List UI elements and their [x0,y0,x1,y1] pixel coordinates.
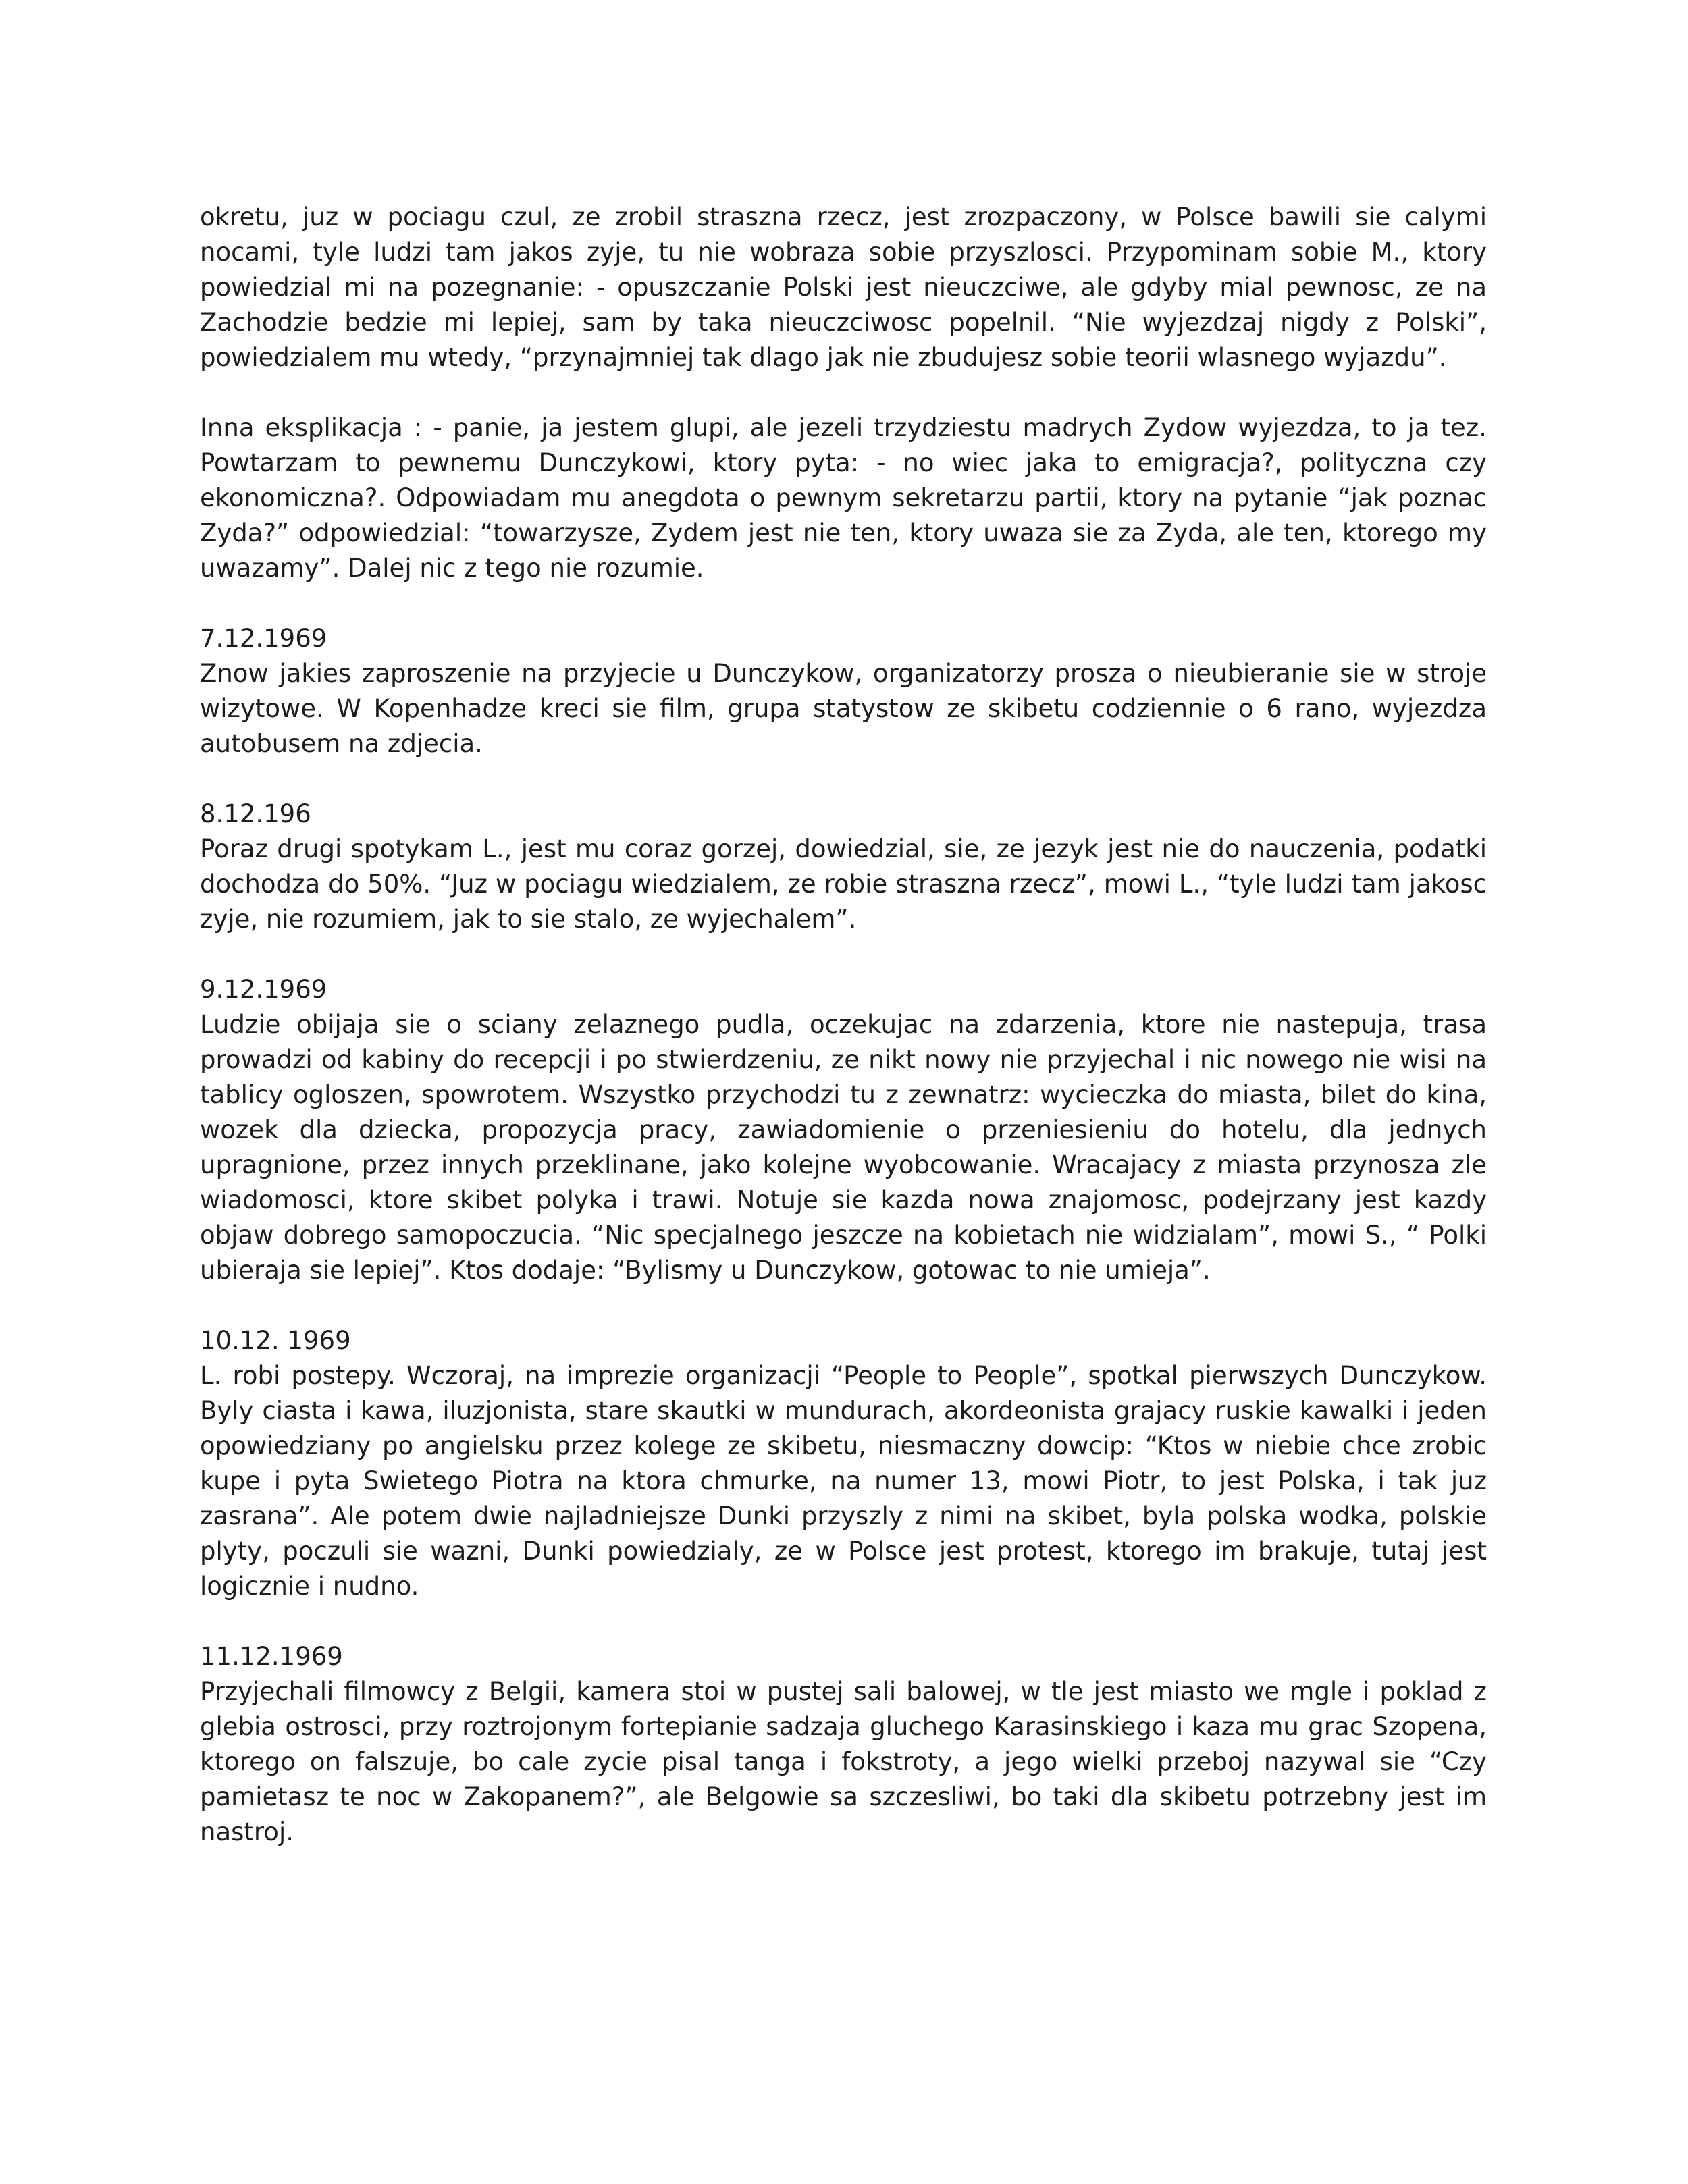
paragraph-explication: Inna eksplikacja : - panie, ja jestem glupi, ale jezeli trzydziestu madrych Zydow wyjezdza, to ja tez. Powtarzam to pewnemu Dunczykowi, ktory pyta: - no wiec jaka to emigracja?, polityczna czy ekonomiczna?. Odpowiadam mu anegdota o pewnym sekretarzu partii, ktory na pytanie “jak poznac Zyda?” odpowiedzial: “towarzysze, Zydem jest nie ten, ktory uwaza sie za Zyda, ale ten, ktorego my uwazamy”. Dalej nic z tego nie rozumie. [200,413,1487,583]
entry-date: 7.12.1969 [200,624,327,653]
entry-date: 10.12. 1969 [200,1326,351,1355]
entry-text: Znow jakies zaproszenie na przyjecie u Dunczykow, organizatorzy prosza o nieubieranie sie w stroje wizytowe. W Kopenhadze kreci sie film, grupa statystow ze skibetu codziennie o 6 rano, wyjezdza autobusem na zdjecia. [200,659,1487,758]
entry-text: Przyjechali filmowcy z Belgii, kamera stoi w pustej sali balowej, w tle jest miasto we mgle i poklad z glebia ostrosci, przy roztrojonym fortepianie sadzaja gluchego Karasinskiego i kaza mu grac Szopena, ktorego on falszuje, bo cale zycie pisal tanga i fokstroty, a jego wielki przeboj nazywal sie “Czy pamietasz te noc w Zakopanem?”, ale Belgowie sa szczesliwi, bo taki dla skibetu potrzebny jest im nastroj. [200,1677,1487,1846]
diary-entry [200,797,1487,937]
diary-entry [200,1639,1487,1850]
entry-date: 8.12.196 [200,799,311,828]
document-page [200,200,1487,1885]
diary-entry [200,1323,1487,1604]
entry-text: Poraz drugi spotykam L., jest mu coraz gorzej, dowiedzial, sie, ze jezyk jest nie do nauczenia, podatki dochodza do 50%. “Juz w pociagu wiedzialem, ze robie straszna rzecz”, mowi L., “tyle ludzi tam jakosc zyje, nie rozumiem, jak to sie stalo, ze wyjechalem”. [200,834,1487,934]
entry-date: 11.12.1969 [200,1642,343,1671]
entry-text: Ludzie obijaja sie o sciany zelaznego pudla, oczekujac na zdarzenia, ktore nie nastepuja, trasa prowadzi od kabiny do recepcji i po stwierdzeniu, ze nikt nowy nie przyjechal i nic nowego nie wisi na tablicy ogloszen, spowrotem. Wszystko przychodzi tu z zewnatrz: wycieczka do miasta, bilet do kina, wozek dla dziecka, propozycja pracy, zawiadomienie o przeniesieniu do hotelu, dla jednych upragnione, przez innych przeklinane, jako kolejne wyobcowanie. Wracajacy z miasta przynosza zle wiadomosci, ktore skibet polyka i trawi. Notuje sie kazda nowa znajomosc, podejrzany jest kazdy objaw dobrego samopoczucia. “Nic specjalnego jeszcze na kobietach nie widzialam”, mowi S., “ Polki ubieraja sie lepiej”. Ktos dodaje: “Bylismy u Dunczykow, gotowac to nie umieja”. [200,1010,1487,1285]
diary-entry [200,621,1487,762]
diary-entry [200,972,1487,1288]
paragraph-continuation: okretu, juz w pociagu czul, ze zrobil straszna rzecz, jest zrozpaczony, w Polsce bawili sie calymi nocami, tyle ludzi tam jakos zyje, tu nie wobraza sobie przyszlosci. Przypominam sobie M., ktory powiedzial mi na pozegnanie: - opuszczanie Polski jest nieuczciwe, ale gdyby mial pewnosc, ze na Zachodzie bedzie mi lepiej, sam by taka nieuczciwosc popelnil. “Nie wyjezdzaj nigdy z Polski”, powiedzialem mu wtedy, “przynajmniej tak dlago jak nie zbudujesz sobie teorii wlasnego wyjazdu”. [200,203,1487,372]
entry-date: 9.12.1969 [200,975,327,1004]
entry-text: L. robi postepy. Wczoraj, na imprezie organizacji “People to People”, spotkal pierwszych Dunczykow. Byly ciasta i kawa, iluzjonista, stare skautki w mundurach, akordeonista grajacy ruskie kawalki i jeden opowiedziany po angielsku przez kolege ze skibetu, niesmaczny dowcip: “Ktos w niebie chce zrobic kupe i pyta Swietego Piotra na ktora chmurke, na numer 13, mowi Piotr, to jest Polska, i tak juz zasrana”. Ale potem dwie najladniejsze Dunki przyszly z nimi na skibet, byla polska wodka, polskie plyty, poczuli sie wazni, Dunki powiedzialy, ze w Polsce jest protest, ktorego im brakuje, tutaj jest logicznie i nudno. [200,1361,1487,1601]
